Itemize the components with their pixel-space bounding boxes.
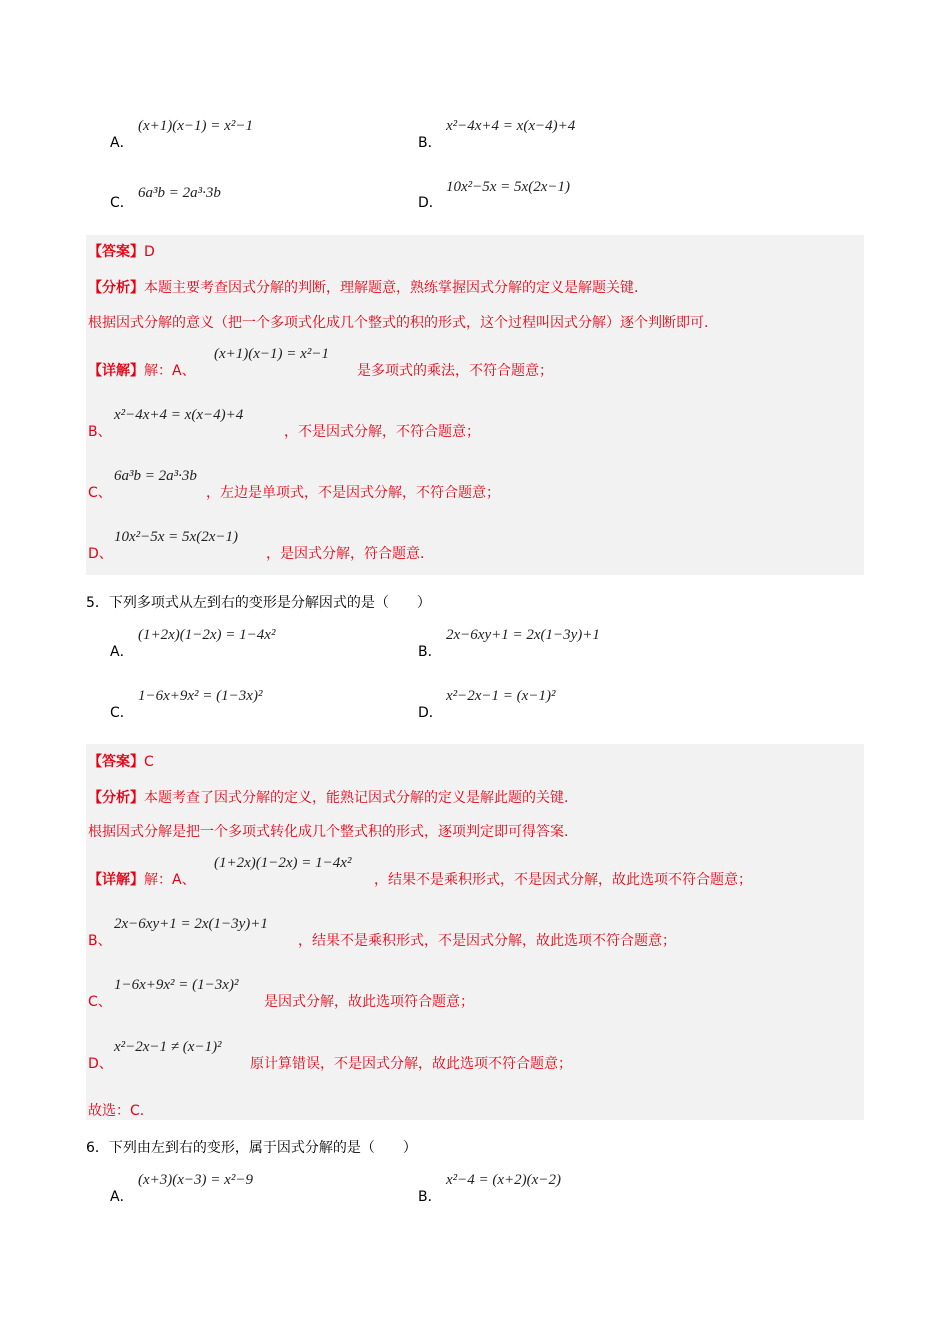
q5-analysis-text-1: 本题考查了因式分解的定义，能熟记因式分解的定义是解此题的关键. <box>144 790 569 806</box>
q5-option-b-letter: B． <box>418 644 442 660</box>
q5-answer-value: C <box>144 754 154 770</box>
q5-detail-a-text: ，结果不是乘积形式，不是因式分解，故此选项不符合题意； <box>374 872 752 888</box>
q4-analysis-text-2: 根据因式分解的意义（把一个多项式化成几个整式的积的形式，这个过程叫因式分解）逐个判断即可. <box>88 315 709 331</box>
q6-option-b-formula: x²−4 = (x+2)(x−2) <box>446 1172 561 1188</box>
q4-analysis-text-1: 本题主要考查因式分解的判断，理解题意，熟练掌握因式分解的定义是解题关键. <box>144 280 639 296</box>
q5-detail-b-formula: 2x−6xy+1 = 2x(1−3y)+1 <box>114 916 268 932</box>
q4-option-c-formula: 6a³b = 2a³·3b <box>138 185 221 201</box>
q5-detail-b-label: B、 <box>88 933 112 949</box>
q4-analysis-line <box>88 277 638 297</box>
q6-option-a-letter: A． <box>110 1189 134 1205</box>
q5-analysis-tag: 【分析】 <box>88 790 144 806</box>
q4-option-d-letter: D． <box>418 195 443 211</box>
q4-option-b-formula: x²−4x+4 = x(x−4)+4 <box>446 118 576 134</box>
q5-detail-d-text: 原计算错误，不是因式分解，故此选项不符合题意； <box>250 1056 572 1072</box>
q5-detail-b-text: ，结果不是乘积形式，不是因式分解，故此选项不符合题意； <box>298 933 676 949</box>
q5-option-c-formula: 1−6x+9x² = (1−3x)² <box>138 688 263 704</box>
q5-option-b-formula: 2x−6xy+1 = 2x(1−3y)+1 <box>446 627 600 643</box>
q5-option-a-letter: A． <box>110 644 134 660</box>
q4-answer-line <box>88 241 155 261</box>
q5-detail-d-formula: x²−2x−1 ≠ (x−1)² <box>114 1039 222 1055</box>
q4-option-a-letter: A． <box>110 135 134 151</box>
q4-detail-b-text: ，不是因式分解，不符合题意； <box>284 424 480 440</box>
q5-detail-c-formula: 1−6x+9x² = (1−3x)² <box>114 977 239 993</box>
q5-analysis-text-2: 根据因式分解是把一个多项式转化成几个整式积的形式，逐项判定即可得答案. <box>88 824 569 840</box>
q4-detail-d-text: ，是因式分解，符合题意. <box>266 546 425 562</box>
q5-conclusion: 故选：C. <box>88 1103 145 1119</box>
q5-option-d-formula: x²−2x−1 = (x−1)² <box>446 688 556 704</box>
q6-option-a-formula: (x+3)(x−3) = x²−9 <box>138 1172 253 1188</box>
q4-option-b-letter: B． <box>418 135 442 151</box>
q6-option-b-letter: B． <box>418 1189 442 1205</box>
q4-option-c-letter: C． <box>110 195 134 211</box>
q5-detail-c-label: C、 <box>88 994 112 1010</box>
q5-detail-d-label: D、 <box>88 1056 113 1072</box>
q5-stem: 5．下列多项式从左到右的变形是分解因式的是（ ） <box>86 595 431 611</box>
q5-option-d-letter: D． <box>418 705 443 721</box>
q5-detail-c-text: 是因式分解，故此选项符合题意； <box>264 994 474 1010</box>
q4-detail-c-text: ，左边是单项式，不是因式分解，不符合题意； <box>206 485 500 501</box>
q4-detail-line <box>88 360 196 380</box>
q5-detail-a-formula: (1+2x)(1−2x) = 1−4x² <box>214 855 352 871</box>
q4-detail-tag: 【详解】 <box>88 363 144 379</box>
q4-detail-c-formula: 6a³b = 2a³·3b <box>114 468 197 484</box>
q5-option-a-formula: (1+2x)(1−2x) = 1−4x² <box>138 627 276 643</box>
q4-analysis-tag: 【分析】 <box>88 280 144 296</box>
q5-detail-intro: 解：A、 <box>144 872 196 888</box>
q4-detail-intro: 解：A、 <box>144 363 196 379</box>
q5-option-c-letter: C． <box>110 705 134 721</box>
q5-answer-tag: 【答案】 <box>88 754 144 770</box>
q5-answer-line <box>88 751 154 771</box>
q4-detail-a-text: 是多项式的乘法，不符合题意； <box>357 363 553 379</box>
q5-analysis-line <box>88 787 568 807</box>
q4-detail-b-label: B、 <box>88 424 112 440</box>
q4-answer-value: D <box>144 244 155 260</box>
q6-stem: 6．下列由左到右的变形，属于因式分解的是（ ） <box>86 1140 417 1156</box>
q5-detail-line <box>88 869 196 889</box>
q4-detail-c-label: C、 <box>88 485 112 501</box>
q4-detail-d-label: D、 <box>88 546 113 562</box>
q4-detail-a-formula: (x+1)(x−1) = x²−1 <box>214 346 329 362</box>
q4-option-d-formula: 10x²−5x = 5x(2x−1) <box>446 179 570 195</box>
q4-answer-tag: 【答案】 <box>88 244 144 260</box>
q4-detail-b-formula: x²−4x+4 = x(x−4)+4 <box>114 407 244 423</box>
q4-detail-d-formula: 10x²−5x = 5x(2x−1) <box>114 529 238 545</box>
q5-detail-tag: 【详解】 <box>88 872 144 888</box>
q4-option-a-formula: (x+1)(x−1) = x²−1 <box>138 118 253 134</box>
